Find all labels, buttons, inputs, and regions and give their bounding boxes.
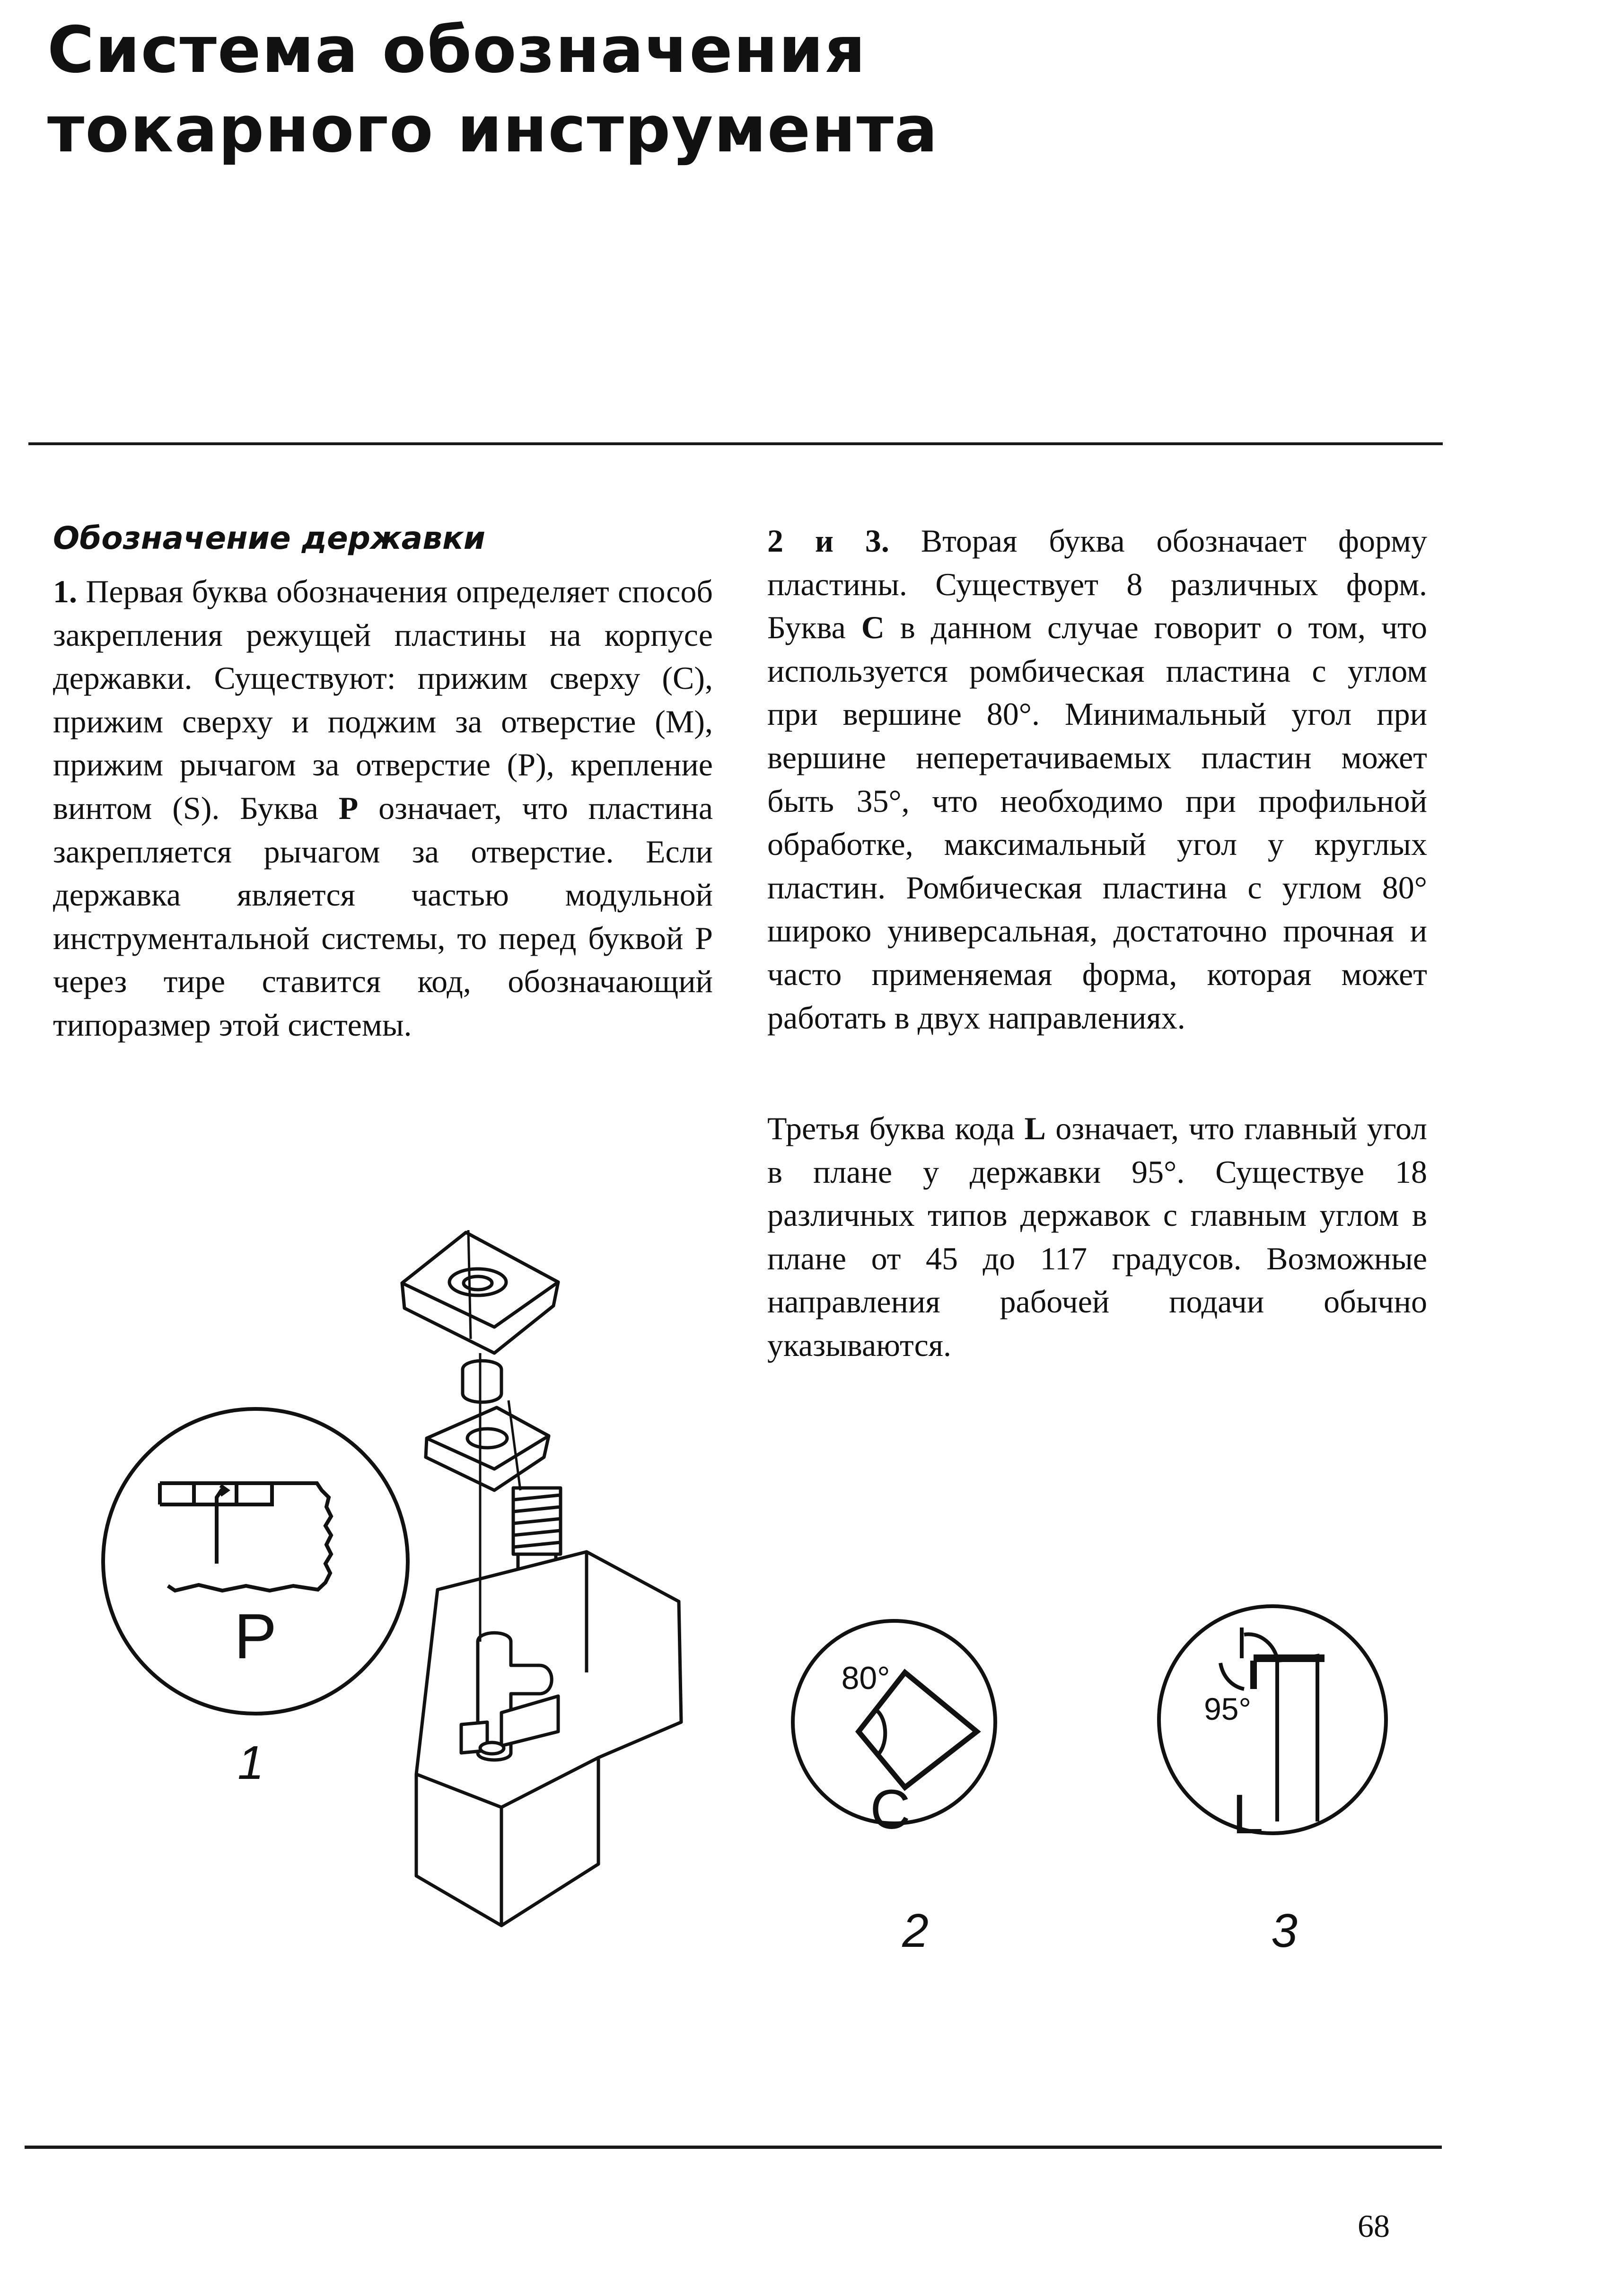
- tool-holder-drawing: [402, 1232, 681, 1926]
- figure-2-number: 2: [902, 1904, 929, 1957]
- angle-arc-left: [1220, 1663, 1244, 1689]
- paragraph-2-text: Вторая буква обозначает форму пластины. Существует 8 различных форм. Буква: [767, 523, 1427, 646]
- paragraph-2-text-cont: в данном случае говорит о том, что используется ромбическая пластина с углом при вершине 80°. Минимальный угол при вершине неперетачиваемых пластин может быть 35°, что необходимо при профильной обработке, максимальный угол у круглых пластин. Ромбическая пластина с углом 80° широко универсальная, достаточно прочная и часто применяемая форма, которая может работать в двух направлениях.: [767, 609, 1427, 1036]
- angle-arc: [874, 1709, 885, 1755]
- bottom-divider: [25, 2146, 1442, 2149]
- figure-3-letter: L: [1232, 1783, 1263, 1846]
- paragraph-3-text: Третья буква кода: [767, 1110, 1025, 1146]
- lever-seat: [480, 1742, 504, 1754]
- figure-3-symbol: [1159, 1606, 1386, 1833]
- figure-1-number: 1: [237, 1736, 264, 1789]
- figure-3-number: 3: [1271, 1904, 1298, 1957]
- holder-outline: [160, 1483, 331, 1591]
- paragraph-3-text-cont: означает, что главный угол в плане у державки 95°. Существуе 18 различных типов державок с главным углом в плане от 45 до 117 градусов. Возможные направления рабочей подачи обычно указываются.: [767, 1110, 1427, 1363]
- paragraph-1-text: Первая буква обозначения определяет способ закрепления режущей пластины на корпусе державки. Существуют: прижим сверху (C), прижим сверху и поджим за отверстие (M), прижим рычагом за отверстие (P), крепление винтом (S). Буква: [53, 573, 713, 826]
- paragraph-1-bold-letter: P: [338, 790, 359, 826]
- paragraph-1-number: 1.: [53, 573, 77, 609]
- lever-icon: [217, 1490, 227, 1564]
- figure-2-angle: 80°: [841, 1660, 890, 1696]
- page-number: 68: [1358, 2208, 1390, 2244]
- title-line-2: токарного инструмента: [47, 92, 939, 167]
- holder-profile: [1277, 1656, 1317, 1821]
- title-line-1: Система обозначения: [47, 13, 867, 87]
- insert-hole-inner: [464, 1276, 492, 1290]
- figure-3-circle: [1159, 1606, 1386, 1833]
- figure-2-letter: C: [870, 1778, 911, 1841]
- figure-3-angle: 95°: [1204, 1691, 1251, 1726]
- holder-body: [416, 1552, 681, 1926]
- section-heading: Обозначение державки: [53, 520, 486, 556]
- paragraph-2-bold-letter: C: [861, 609, 885, 646]
- clamp-ring: [463, 1361, 501, 1402]
- paragraph-1-text-cont: означает, что пластина закрепляется рычагом за отверстие. Если державка является частью модульной инструментальной системы, то перед буквой P через тире ставится код, обозначающий типоразмер этой системы.: [53, 790, 713, 1043]
- shim-hole: [467, 1429, 507, 1448]
- figure-1-letter: P: [234, 1601, 277, 1672]
- paragraph-2-number: 2 и 3.: [767, 523, 889, 559]
- paragraph-3-bold-letter: L: [1024, 1110, 1046, 1146]
